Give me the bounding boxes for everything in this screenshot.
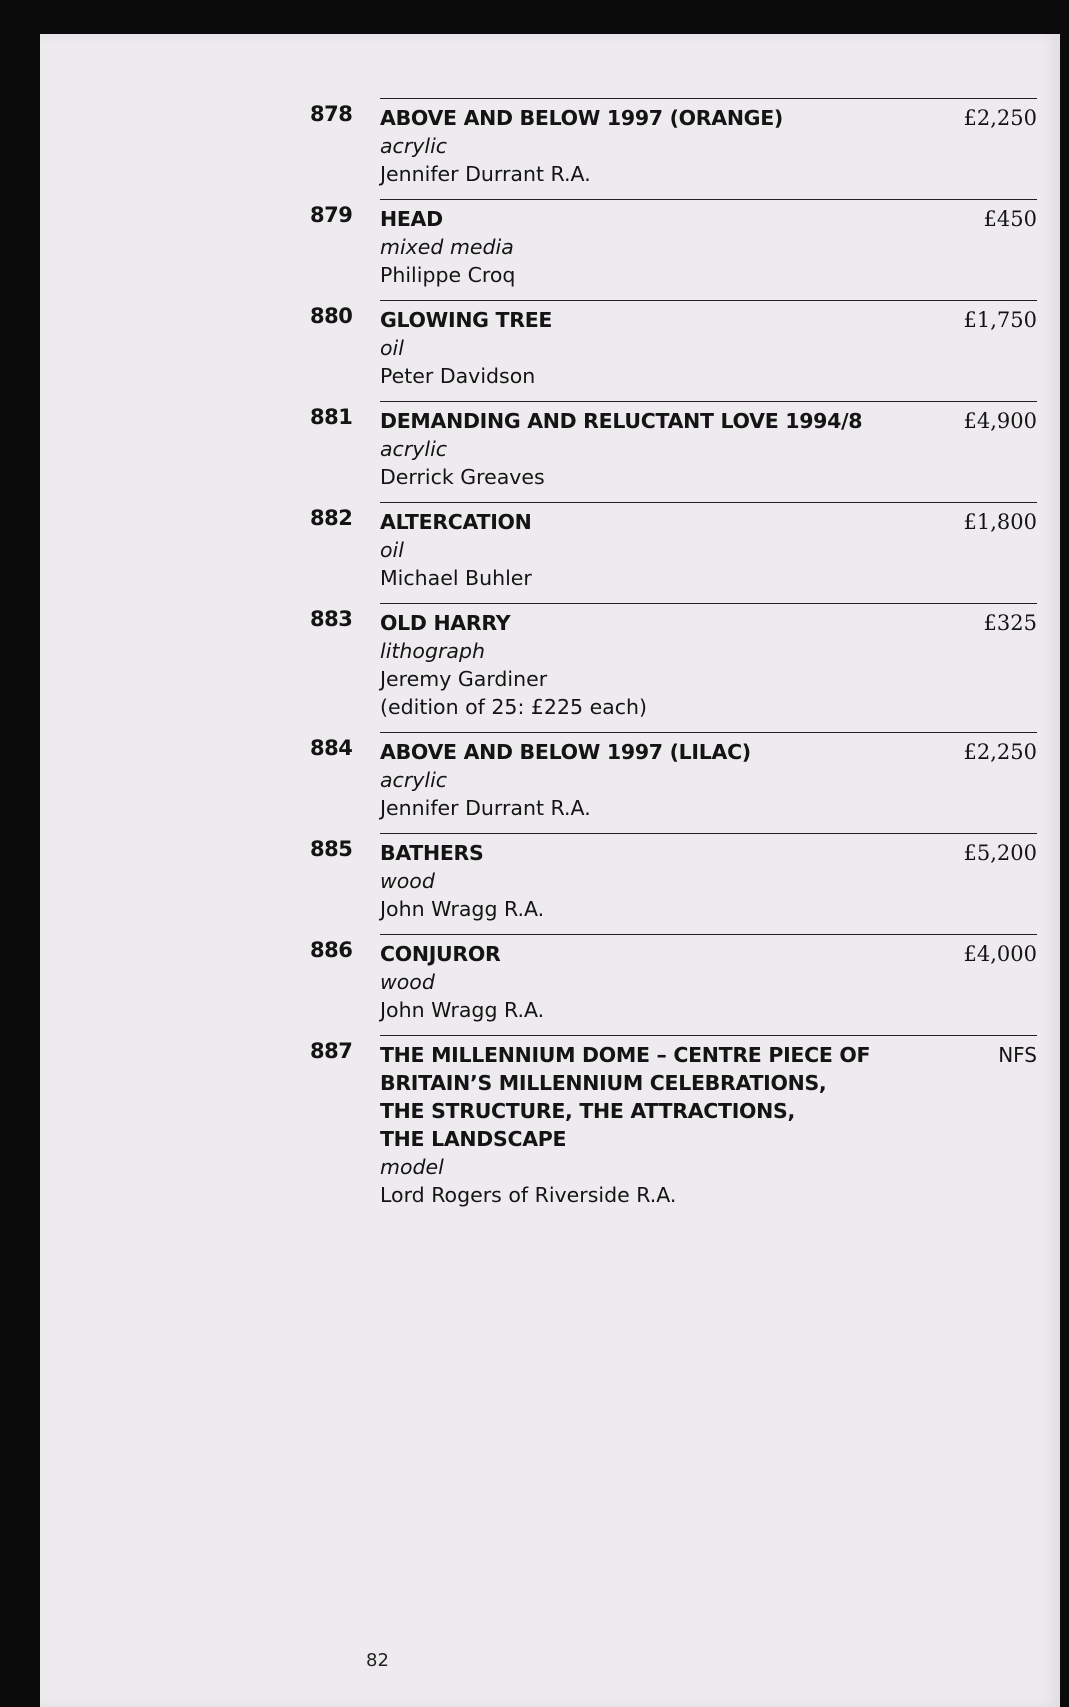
entry-title: GLOWING TREE [380,308,553,332]
entry-medium: oil [380,336,404,360]
entry-number: 881 [310,405,353,429]
catalogue-entry-887 [310,1035,1037,1215]
entry-medium: mixed media [380,235,514,259]
entry-divider [380,934,1037,935]
entry-medium: lithograph [380,639,485,663]
entry-divider [380,732,1037,733]
entry-artist: Philippe Croq [380,263,516,287]
entry-price: £325 [983,611,1037,635]
entry-divider [380,502,1037,503]
entry-number: 884 [310,736,353,760]
catalogue-entry-882 [310,502,1037,598]
entry-price: NFS [998,1043,1037,1067]
catalogue-entry-878 [310,98,1037,194]
entry-title: ABOVE AND BELOW 1997 (ORANGE) [380,106,783,130]
entry-price: £2,250 [963,106,1037,130]
entry-artist: Jennifer Durrant R.A. [380,796,591,820]
catalogue-entry-881 [310,401,1037,497]
entry-title: HEAD [380,207,443,231]
page-number: 82 [366,1650,389,1671]
entry-artist: Michael Buhler [380,566,532,590]
entry-title: ABOVE AND BELOW 1997 (LILAC) [380,740,751,764]
entry-medium: acrylic [380,134,448,158]
entry-divider [380,603,1037,604]
entry-divider [380,401,1037,402]
entry-artist: Derrick Greaves [380,465,545,489]
catalogue-page [40,34,1060,1707]
entry-artist: Lord Rogers of Riverside R.A. [380,1183,677,1207]
entry-number: 878 [310,102,353,126]
catalogue-entry-883 [310,603,1037,727]
entry-title: BATHERS [380,841,484,865]
catalogue-entry-879 [310,199,1037,295]
entry-medium: wood [380,869,435,893]
entry-divider [380,199,1037,200]
entry-price: £4,000 [963,942,1037,966]
entry-number: 885 [310,837,353,861]
entry-artist: Jennifer Durrant R.A. [380,162,591,186]
entry-artist: Jeremy Gardiner [380,667,548,691]
entry-artist: John Wragg R.A. [380,998,545,1022]
entry-divider [380,1035,1037,1036]
entry-title: OLD HARRY [380,611,511,635]
entry-title-line: THE LANDSCAPE [380,1127,567,1151]
entry-price: £4,900 [963,409,1037,433]
entry-title: ALTERCATION [380,510,532,534]
entry-medium: acrylic [380,768,448,792]
entry-title-line: THE MILLENNIUM DOME – CENTRE PIECE OF [380,1043,871,1067]
entry-title: DEMANDING AND RELUCTANT LOVE 1994/8 [380,409,863,433]
entry-number: 887 [310,1039,353,1063]
entry-edition-note: (edition of 25: £225 each) [380,695,648,719]
entry-price: £450 [983,207,1037,231]
entry-number: 882 [310,506,353,530]
entry-artist: Peter Davidson [380,364,536,388]
entry-divider [380,833,1037,834]
catalogue-entry-885 [310,833,1037,929]
entry-number: 886 [310,938,353,962]
entry-medium: oil [380,538,404,562]
entry-artist: John Wragg R.A. [380,897,545,921]
entry-number: 880 [310,304,353,328]
catalogue-entry-884 [310,732,1037,828]
entry-number: 883 [310,607,353,631]
entry-price: £2,250 [963,740,1037,764]
entry-price: £1,800 [963,510,1037,534]
entry-medium: model [380,1155,444,1179]
entry-price: £1,750 [963,308,1037,332]
entry-medium: wood [380,970,435,994]
entry-title: CONJUROR [380,942,501,966]
catalogue-entry-886 [310,934,1037,1030]
entry-medium: acrylic [380,437,448,461]
entry-divider [380,300,1037,301]
entry-title-line: THE STRUCTURE, THE ATTRACTIONS, [380,1099,795,1123]
entry-number: 879 [310,203,353,227]
entry-divider [380,98,1037,99]
entry-title-line: BRITAIN’S MILLENNIUM CELEBRATIONS, [380,1071,827,1095]
catalogue-entry-880 [310,300,1037,396]
entry-price: £5,200 [963,841,1037,865]
